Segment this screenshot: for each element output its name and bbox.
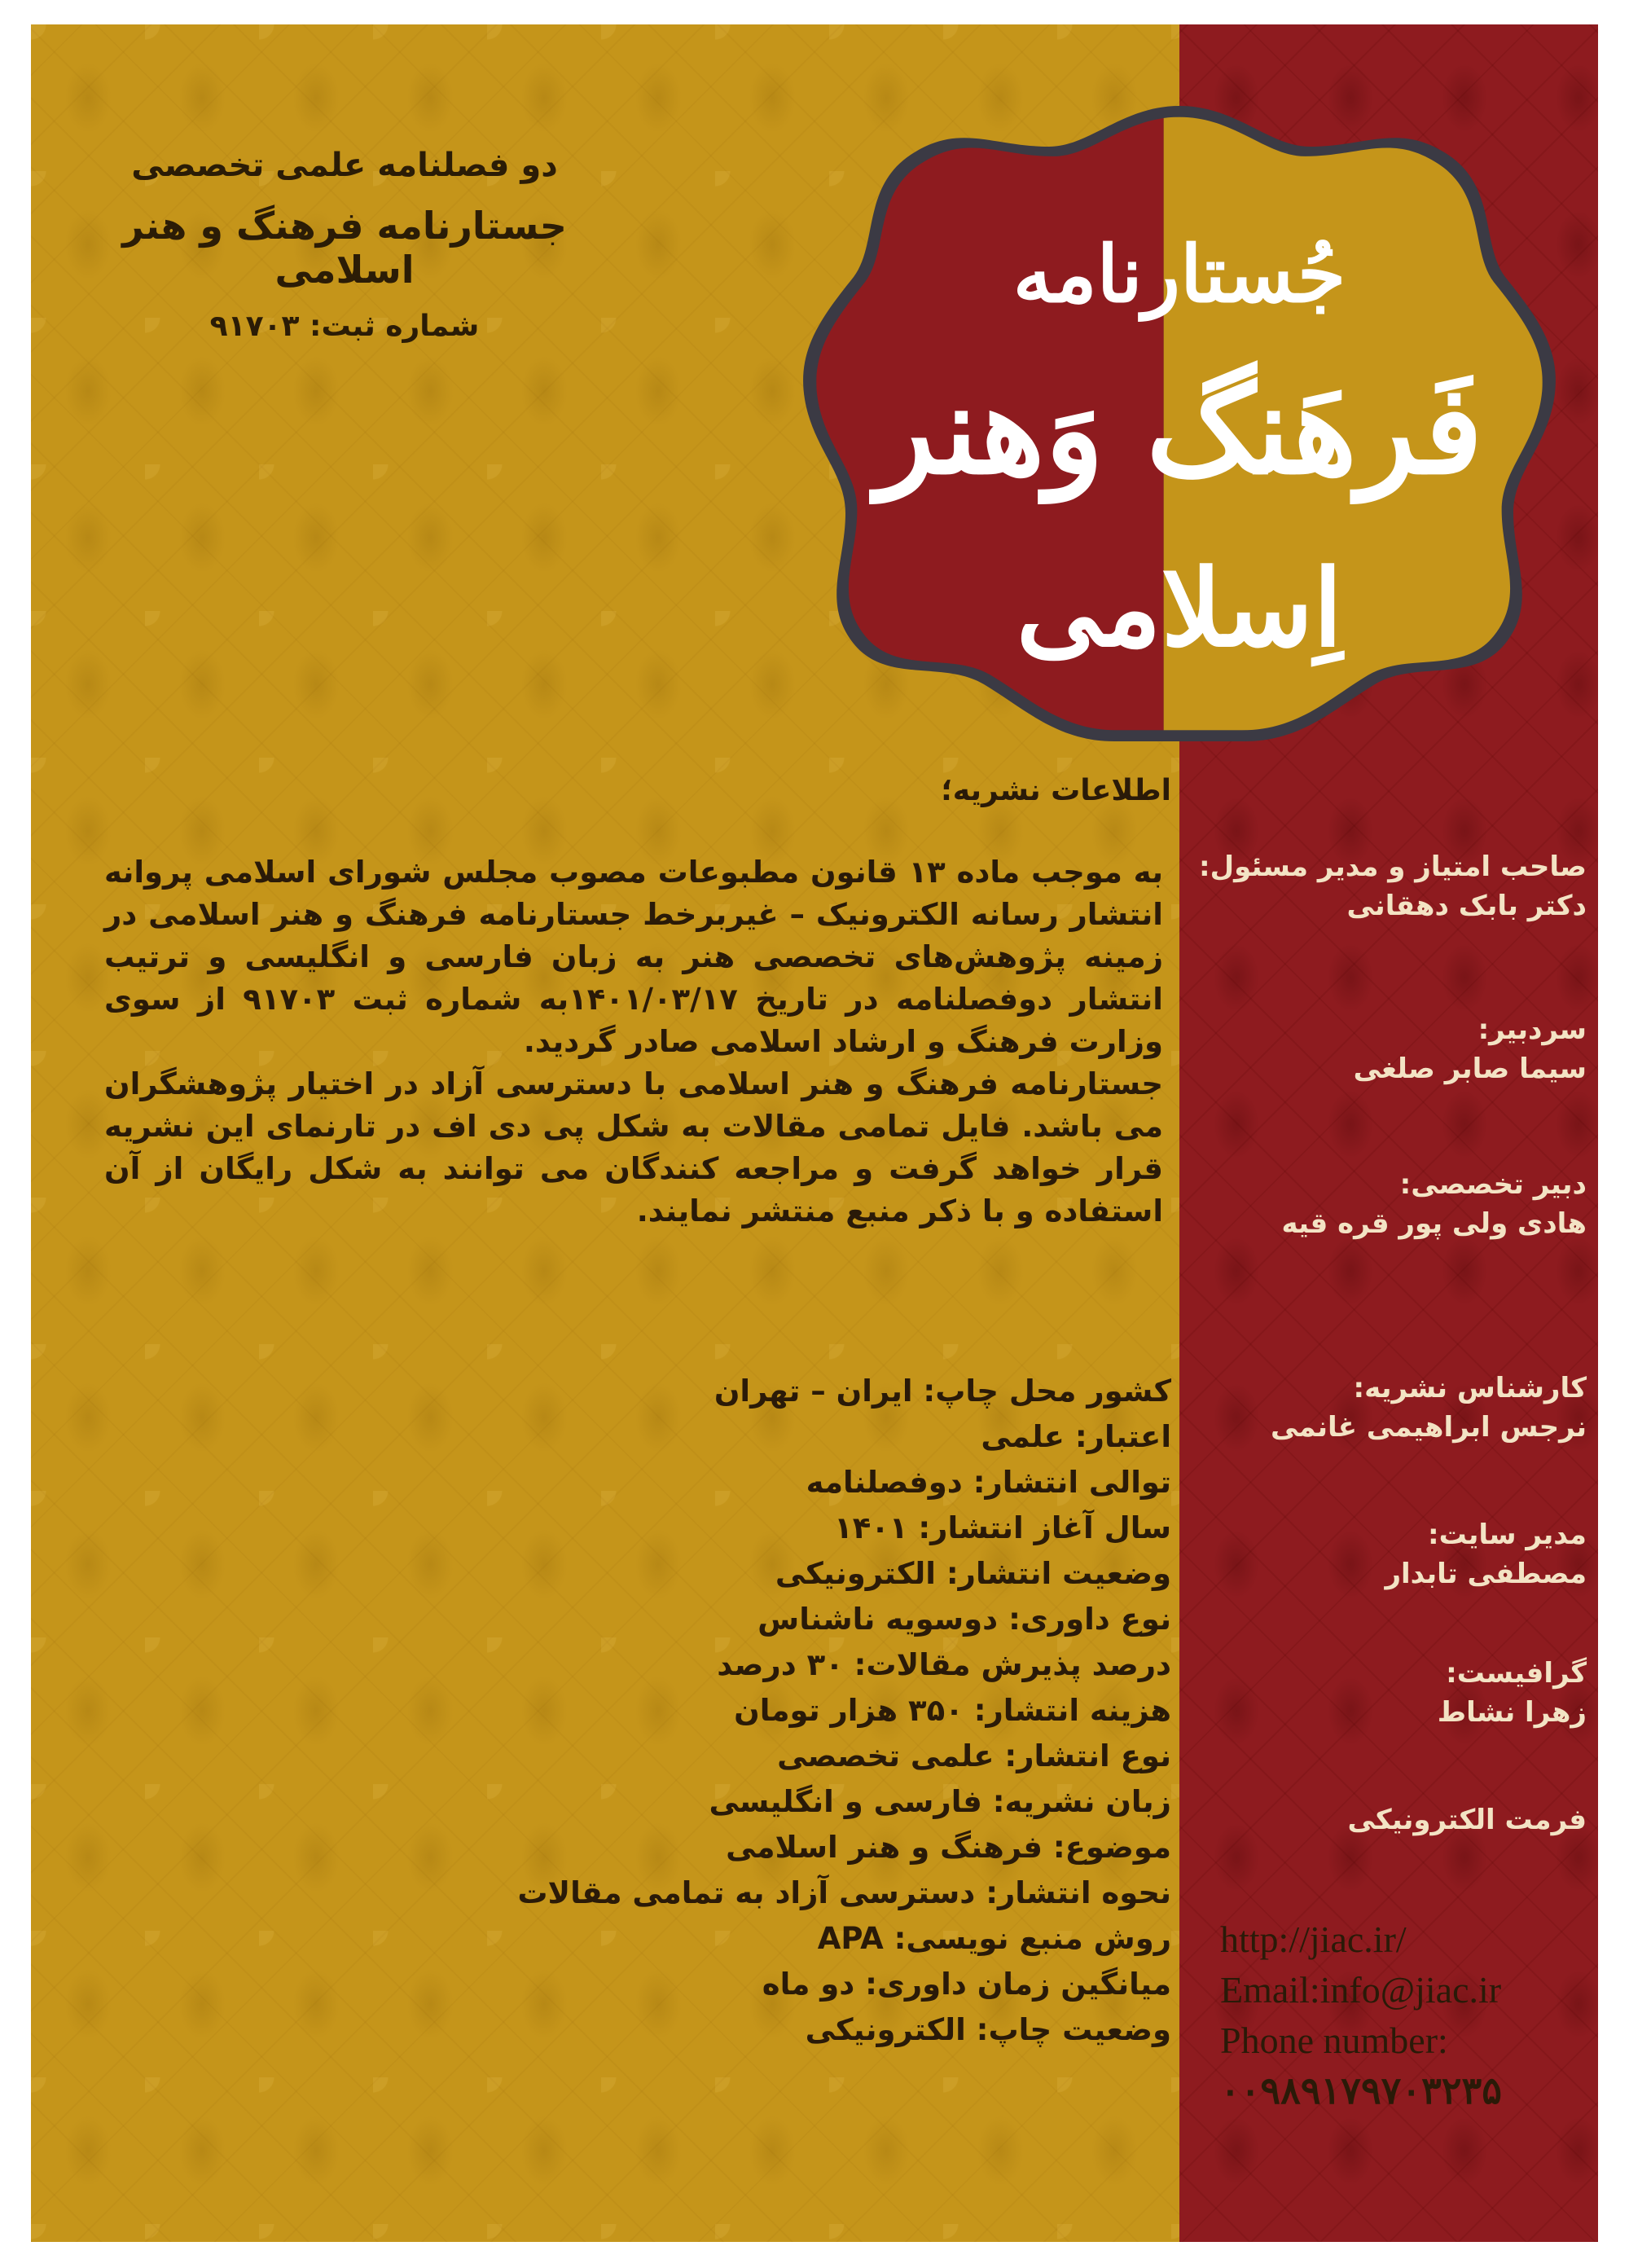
staff-role: فرمت الکترونیکی [1347, 1804, 1587, 1836]
detail-key: روش منبع نویسی: [894, 1921, 1171, 1956]
staff-role: مدیر سایت: [1427, 1519, 1587, 1551]
info-heading: اطلاعات نشریه؛ [941, 774, 1171, 807]
detail-row [601, 1688, 1171, 1734]
detail-row [601, 2007, 1171, 2053]
info-paragraph-2: جستارنامه فرهنگ و هنر اسلامی با دسترسی آزاد در اختیار پژوهشگران می باشد. فایل تمامی مقالات به شکل پی دی اف در تارنمای این نشریه قرار خواهد گرفت و مراجعه کنندگان می توانند به شکل رایگان از آن استفاده و با ذکر منبع منتشر نمایند. [104, 1066, 1163, 1228]
detail-row [601, 1414, 1171, 1460]
detail-key: نوع انتشار: [1004, 1738, 1171, 1774]
detail-value: دسترسی آزاد به تمامی مقالات [517, 1875, 976, 1910]
detail-key: هزینه انتشار: [973, 1693, 1171, 1728]
detail-key: نوع داوری: [1008, 1602, 1171, 1637]
staff-entry [1196, 1515, 1587, 1593]
emblem-line-1: جُستارنامه [1012, 228, 1346, 320]
staff-role: کارشناس نشریه: [1353, 1372, 1587, 1404]
emblem-line-2: فَرهَنگ وَهنر [876, 358, 1483, 502]
emblem-line-3: اِسلامی [1016, 546, 1343, 670]
detail-value: ۱۴۰۱ [834, 1510, 908, 1545]
staff-entry [1196, 1654, 1587, 1732]
staff-role: صاحب امتیاز و مدیر مسئول: [1199, 850, 1587, 883]
detail-row [517, 1870, 1171, 1916]
detail-value: الکترونیکی [805, 2012, 966, 2047]
detail-row [601, 1642, 1171, 1688]
staff-entry [1196, 1010, 1587, 1088]
detail-key: اعتبار: [1074, 1419, 1171, 1454]
detail-key: نحوه انتشار: [986, 1875, 1171, 1910]
detail-value: APA [817, 1921, 884, 1956]
detail-key: توالی انتشار: [973, 1465, 1171, 1500]
detail-key: زبان نشریه: [992, 1784, 1171, 1819]
staff-entry [1196, 1165, 1587, 1243]
detail-row [601, 1916, 1171, 1962]
staff-name: هادی ولی پور قره قیه [1281, 1207, 1587, 1240]
detail-value: فرهنگ و هنر اسلامی [726, 1830, 1043, 1865]
staff-name: سیما صابر صلغی [1353, 1053, 1587, 1085]
detail-value: دو ماه [762, 1967, 855, 2002]
detail-row [601, 1369, 1171, 1414]
detail-value: الکترونیکی [775, 1556, 936, 1591]
staff-role: گرافیست: [1446, 1657, 1587, 1690]
phone-number: ۰۰۹۸۹۱۷۹۷۰۳۲۳۵ [1220, 2070, 1502, 2112]
email-link[interactable]: Email:info@jiac.ir [1220, 1969, 1502, 2011]
detail-value: ۳۰ درصد [717, 1647, 844, 1682]
website-link[interactable]: http://jiac.ir/ [1220, 1919, 1407, 1960]
detail-row [601, 1551, 1171, 1597]
phone-label: Phone number: [1220, 2020, 1448, 2061]
staff-name: مصطفی تابدار [1385, 1558, 1587, 1590]
detail-row [601, 1505, 1171, 1551]
detail-key: سال آغاز انتشار: [918, 1510, 1171, 1545]
registration-number: شماره ثبت: ۹۱۷۰۳ [209, 310, 480, 343]
staff-entry [1196, 1369, 1587, 1447]
journal-header [80, 147, 609, 343]
info-paragraphs [104, 851, 1163, 1233]
detail-key: میانگین زمان داوری: [865, 1967, 1171, 2002]
detail-value: علمی [981, 1419, 1065, 1454]
detail-row [601, 1779, 1171, 1825]
detail-value: ایران – تهران [714, 1374, 913, 1409]
detail-key: وضعیت انتشار: [946, 1556, 1171, 1591]
detail-value: دوسویه ناشناس [757, 1602, 999, 1637]
journal-logo-emblem [780, 90, 1579, 758]
staff-role: دبیر تخصصی: [1399, 1168, 1587, 1201]
detail-value: دوفصلنامه [806, 1465, 963, 1500]
detail-row [601, 1597, 1171, 1642]
detail-row [601, 1734, 1171, 1779]
staff-entry [1196, 847, 1587, 925]
journal-type: دو فصلنامه علمی تخصصی [131, 147, 558, 184]
staff-role: سردبیر: [1478, 1013, 1587, 1046]
emblem-title [780, 90, 1579, 758]
staff-name: دکتر بابک دهقانی [1346, 890, 1587, 922]
journal-details-list [517, 1369, 1171, 2053]
detail-row [601, 1825, 1171, 1870]
detail-value: فارسی و انگلیسی [709, 1784, 982, 1819]
staff-entry [1196, 1800, 1587, 1839]
journal-poster [31, 24, 1598, 2242]
detail-row [601, 1460, 1171, 1505]
detail-key: کشور محل چاپ: [923, 1374, 1171, 1409]
contact-info [1220, 1914, 1579, 2116]
journal-name: جستارنامه فرهنگ و هنر اسلامی [122, 204, 567, 292]
detail-row [601, 1962, 1171, 2007]
detail-key: درصد پذیرش مقالات: [854, 1647, 1171, 1682]
info-paragraph-1: به موجب ماده ۱۳ قانون مطبوعات مصوب مجلس شورای اسلامی پروانه انتشار رسانه الکترونیک – غیربرخط جستارنامه فرهنگ و هنر اسلامی در زمینه پژوهش‌های تخصصی هنر به زبان فارسی و انگلیسی و ترتیب انتشار دوفصلنامه در تاریخ ۱۴۰۱/۰۳/۱۷به شماره ثبت ۹۱۷۰۳ از سوی وزارت فرهنگ و ارشاد اسلامی صادر گردید. [104, 855, 1164, 1059]
detail-value: ۳۵۰ هزار تومان [734, 1693, 964, 1728]
detail-value: علمی تخصصی [777, 1738, 995, 1774]
staff-name: زهرا نشاط [1437, 1696, 1587, 1729]
detail-key: موضوع: [1052, 1830, 1171, 1865]
detail-key: وضعیت چاپ: [976, 2012, 1171, 2047]
staff-name: نرجس ابراهیمی غانمی [1271, 1411, 1587, 1444]
